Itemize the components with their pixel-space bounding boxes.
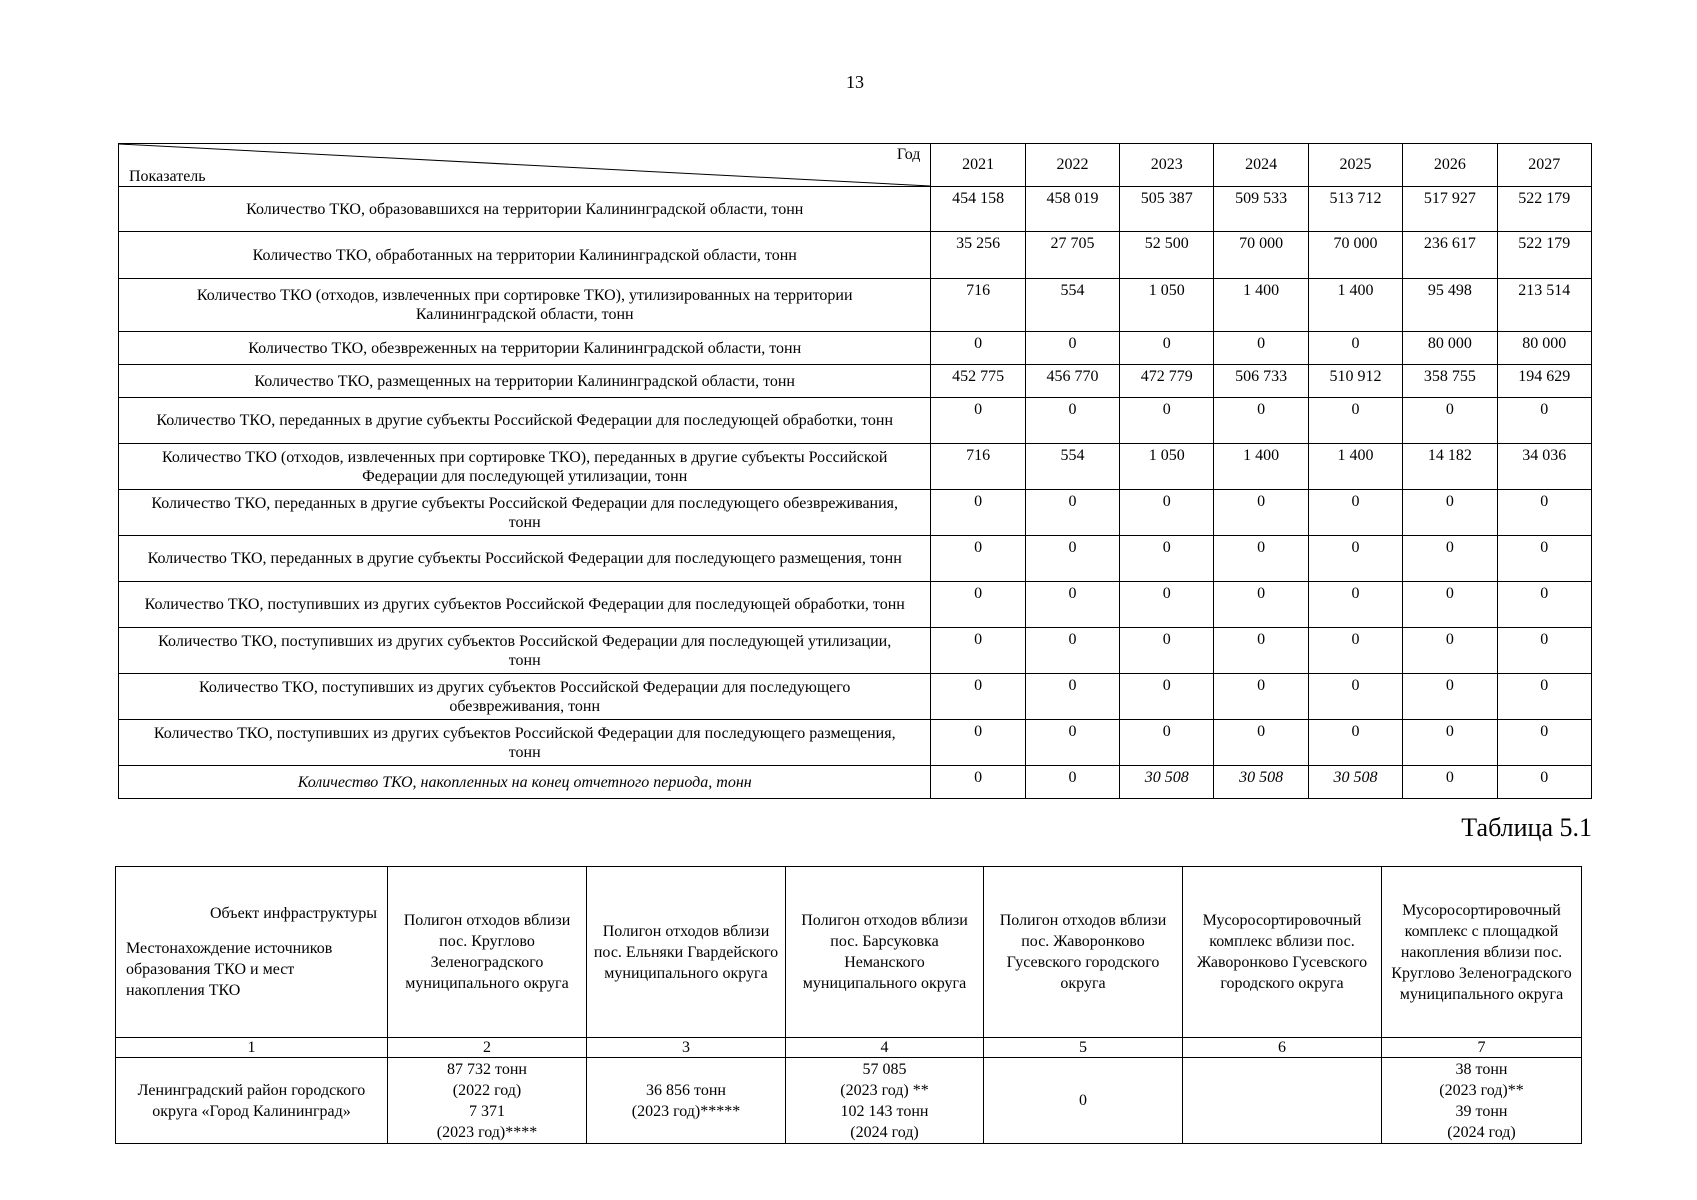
facility-value-cell bbox=[388, 1058, 587, 1144]
value-cell: 1 050 bbox=[1120, 279, 1214, 332]
value-cell: 0 bbox=[931, 720, 1025, 766]
column-number: 3 bbox=[587, 1038, 786, 1058]
value-cell: 0 bbox=[1120, 398, 1214, 444]
column-number: 1 bbox=[116, 1038, 388, 1058]
value-line: (2023 год)**** bbox=[436, 1123, 538, 1141]
value-line: 38 тонн bbox=[1455, 1060, 1508, 1078]
value-cell: 554 bbox=[1025, 279, 1119, 332]
indicator-label: Количество ТКО, накопленных на конец отчетного периода, тонн bbox=[119, 766, 931, 799]
value-cell: 1 400 bbox=[1308, 444, 1402, 490]
value-cell: 0 bbox=[1214, 628, 1308, 674]
table-row bbox=[119, 582, 1592, 628]
facility-header: Полигон отходов вблизи пос. Круглово Зеленоградского муниципального округа bbox=[388, 867, 587, 1038]
value-cell: 0 bbox=[1403, 628, 1497, 674]
column-number: 5 bbox=[984, 1038, 1183, 1058]
facility-value-cell bbox=[786, 1058, 984, 1144]
value-cell: 0 bbox=[1403, 766, 1497, 799]
value-cell: 30 508 bbox=[1308, 766, 1402, 799]
indicator-label: Количество ТКО, поступивших из других субъектов Российской Федерации для последующего обезвреживания, тонн bbox=[119, 674, 931, 720]
value-cell: 0 bbox=[1120, 720, 1214, 766]
value-cell: 0 bbox=[1214, 582, 1308, 628]
value-line: 36 856 тонн bbox=[646, 1081, 726, 1099]
value-cell: 506 733 bbox=[1214, 365, 1308, 398]
indicator-label: Количество ТКО, размещенных на территории Калининградской области, тонн bbox=[119, 365, 931, 398]
page-number: 13 bbox=[846, 72, 864, 92]
location-header-label: Местонахождение источников образования ТКО и мест накопления ТКО bbox=[126, 940, 333, 999]
value-cell: 0 bbox=[1120, 674, 1214, 720]
value-cell: 0 bbox=[1025, 582, 1119, 628]
indicator-label: Количество ТКО, поступивших из других субъектов Российской Федерации для последующей утилизации, тонн bbox=[119, 628, 931, 674]
value-cell: 0 bbox=[931, 582, 1025, 628]
facility-header: Мусоросортировочный комплекс с площадкой накопления вблизи пос. Круглово Зеленоградского муниципального округа bbox=[1382, 867, 1582, 1038]
value-cell: 0 bbox=[1025, 674, 1119, 720]
value-cell: 1 400 bbox=[1214, 444, 1308, 490]
value-line: (2023 год) ** bbox=[840, 1081, 929, 1099]
value-cell: 0 bbox=[1308, 490, 1402, 536]
column-number: 7 bbox=[1382, 1038, 1582, 1058]
value-cell: 0 bbox=[1025, 332, 1119, 365]
diagonal-divider bbox=[119, 144, 930, 186]
column-number: 4 bbox=[786, 1038, 984, 1058]
value-cell: 0 bbox=[1308, 332, 1402, 365]
tko-balance-table bbox=[118, 143, 1592, 799]
value-cell: 0 bbox=[1308, 536, 1402, 582]
value-cell: 0 bbox=[1308, 628, 1402, 674]
value-cell: 0 bbox=[1214, 674, 1308, 720]
value-cell: 30 508 bbox=[1120, 766, 1214, 799]
facility-value-cell bbox=[587, 1058, 786, 1144]
table-row bbox=[119, 674, 1592, 720]
value-line: (2023 год)***** bbox=[631, 1102, 741, 1120]
value-cell: 0 bbox=[1403, 536, 1497, 582]
table-row bbox=[119, 490, 1592, 536]
value-cell: 0 bbox=[1025, 628, 1119, 674]
value-cell: 80 000 bbox=[1497, 332, 1591, 365]
value-cell: 0 bbox=[1214, 332, 1308, 365]
table-row bbox=[119, 232, 1592, 279]
value-cell: 358 755 bbox=[1403, 365, 1497, 398]
table1-header-row bbox=[119, 144, 1592, 187]
value-line: 7 371 bbox=[469, 1102, 505, 1120]
value-cell: 236 617 bbox=[1403, 232, 1497, 279]
value-cell: 27 705 bbox=[1025, 232, 1119, 279]
value-cell: 716 bbox=[931, 444, 1025, 490]
value-cell: 213 514 bbox=[1497, 279, 1591, 332]
year-header: 2026 bbox=[1403, 144, 1497, 187]
table-row bbox=[119, 444, 1592, 490]
indicator-label: Количество ТКО, переданных в другие субъекты Российской Федерации для последующего обезвреживания, тонн bbox=[119, 490, 931, 536]
value-cell: 0 bbox=[1497, 536, 1591, 582]
value-cell: 0 bbox=[1120, 332, 1214, 365]
table-row bbox=[119, 365, 1592, 398]
value-cell: 0 bbox=[931, 536, 1025, 582]
value-cell: 0 bbox=[1497, 628, 1591, 674]
infrastructure-table bbox=[115, 866, 1582, 1144]
value-cell: 0 bbox=[1120, 582, 1214, 628]
value-cell: 0 bbox=[1497, 674, 1591, 720]
table2-corner-cell bbox=[116, 867, 388, 1038]
value-cell: 0 bbox=[1497, 398, 1591, 444]
indicator-header-label: Показатель bbox=[129, 168, 206, 185]
value-line: (2022 год) bbox=[452, 1081, 522, 1099]
indicator-label: Количество ТКО (отходов, извлеченных при сортировке ТКО), переданных в другие субъекты Российской Федерации для последующей утилизации, тонн bbox=[119, 444, 931, 490]
value-cell: 0 bbox=[1214, 398, 1308, 444]
value-cell: 0 bbox=[1120, 628, 1214, 674]
value-cell: 472 779 bbox=[1120, 365, 1214, 398]
value-cell: 0 bbox=[1025, 766, 1119, 799]
value-cell: 0 bbox=[1403, 674, 1497, 720]
year-header: 2024 bbox=[1214, 144, 1308, 187]
value-cell: 0 bbox=[1120, 490, 1214, 536]
value-line: 0 bbox=[1079, 1092, 1087, 1109]
value-cell: 517 927 bbox=[1403, 187, 1497, 232]
column-number: 2 bbox=[388, 1038, 587, 1058]
value-cell: 95 498 bbox=[1403, 279, 1497, 332]
table-row bbox=[119, 332, 1592, 365]
value-cell: 194 629 bbox=[1497, 365, 1591, 398]
value-cell: 30 508 bbox=[1214, 766, 1308, 799]
column-number: 6 bbox=[1183, 1038, 1382, 1058]
value-cell: 0 bbox=[1025, 398, 1119, 444]
value-cell: 0 bbox=[1403, 720, 1497, 766]
value-cell: 513 712 bbox=[1308, 187, 1402, 232]
value-cell: 0 bbox=[1214, 720, 1308, 766]
value-line: 57 085 bbox=[862, 1060, 907, 1078]
value-cell: 0 bbox=[1308, 674, 1402, 720]
value-cell: 0 bbox=[931, 628, 1025, 674]
value-line: 87 732 тонн bbox=[447, 1060, 527, 1078]
object-header-label: Объект инфраструктуры bbox=[210, 905, 377, 922]
table-row bbox=[119, 628, 1592, 674]
value-line: (2024 год) bbox=[1447, 1123, 1516, 1141]
value-cell: 1 050 bbox=[1120, 444, 1214, 490]
value-cell: 0 bbox=[931, 332, 1025, 365]
indicator-label: Количество ТКО, обработанных на территории Калининградской области, тонн bbox=[119, 232, 931, 279]
value-cell: 70 000 bbox=[1214, 232, 1308, 279]
table-title: Таблица 5.1 bbox=[1461, 813, 1592, 842]
table-row bbox=[119, 766, 1592, 799]
location-cell: Ленинградский район городского округа «Город Калининград» bbox=[116, 1058, 388, 1144]
value-cell: 0 bbox=[1214, 536, 1308, 582]
value-cell: 0 bbox=[1025, 720, 1119, 766]
value-cell: 1 400 bbox=[1214, 279, 1308, 332]
facility-header: Полигон отходов вблизи пос. Ельняки Гвардейского муниципального округа bbox=[587, 867, 786, 1038]
value-cell: 522 179 bbox=[1497, 232, 1591, 279]
value-cell: 0 bbox=[1403, 398, 1497, 444]
value-cell: 35 256 bbox=[931, 232, 1025, 279]
facility-header: Мусоросортировочный комплекс вблизи пос. Жаворонково Гусевского городского округа bbox=[1183, 867, 1382, 1038]
value-cell: 14 182 bbox=[1403, 444, 1497, 490]
value-cell: 0 bbox=[1403, 582, 1497, 628]
table-row bbox=[116, 1058, 1582, 1144]
value-cell: 522 179 bbox=[1497, 187, 1591, 232]
value-cell: 0 bbox=[1025, 490, 1119, 536]
facility-header: Полигон отходов вблизи пос. Барсуковка Неманского муниципального округа bbox=[786, 867, 984, 1038]
value-cell: 1 400 bbox=[1308, 279, 1402, 332]
value-cell: 0 bbox=[1497, 720, 1591, 766]
table-row bbox=[119, 187, 1592, 232]
value-cell: 0 bbox=[1403, 490, 1497, 536]
value-cell: 716 bbox=[931, 279, 1025, 332]
value-cell: 0 bbox=[1308, 398, 1402, 444]
table1-corner-cell bbox=[119, 144, 931, 187]
value-cell: 34 036 bbox=[1497, 444, 1591, 490]
value-cell: 509 533 bbox=[1214, 187, 1308, 232]
facility-value-cell bbox=[984, 1058, 1183, 1144]
value-cell: 70 000 bbox=[1308, 232, 1402, 279]
year-header: 2023 bbox=[1120, 144, 1214, 187]
year-header: 2025 bbox=[1308, 144, 1402, 187]
value-cell: 0 bbox=[931, 398, 1025, 444]
value-cell: 0 bbox=[931, 766, 1025, 799]
value-cell: 510 912 bbox=[1308, 365, 1402, 398]
value-line: (2023 год)** bbox=[1439, 1081, 1524, 1099]
value-cell: 0 bbox=[931, 674, 1025, 720]
indicator-label: Количество ТКО, поступивших из других субъектов Российской Федерации для последующего размещения, тонн bbox=[119, 720, 931, 766]
value-cell: 0 bbox=[1497, 582, 1591, 628]
year-header-label: Год bbox=[896, 146, 921, 163]
value-cell: 456 770 bbox=[1025, 365, 1119, 398]
value-cell: 0 bbox=[1214, 490, 1308, 536]
value-cell: 52 500 bbox=[1120, 232, 1214, 279]
facility-header: Полигон отходов вблизи пос. Жаворонково Гусевского городского округа bbox=[984, 867, 1183, 1038]
year-header: 2022 bbox=[1025, 144, 1119, 187]
year-header: 2027 bbox=[1497, 144, 1591, 187]
table-row bbox=[119, 398, 1592, 444]
indicator-label: Количество ТКО, переданных в другие субъекты Российской Федерации для последующего размещения, тонн bbox=[119, 536, 931, 582]
value-cell: 0 bbox=[1308, 720, 1402, 766]
table-row bbox=[119, 720, 1592, 766]
value-line: 102 143 тонн bbox=[840, 1102, 929, 1120]
table-row bbox=[119, 536, 1592, 582]
value-cell: 554 bbox=[1025, 444, 1119, 490]
value-cell: 452 775 bbox=[931, 365, 1025, 398]
table-row bbox=[119, 279, 1592, 332]
value-cell: 458 019 bbox=[1025, 187, 1119, 232]
indicator-label: Количество ТКО, образовавшихся на территории Калининградской области, тонн bbox=[119, 187, 931, 232]
value-cell: 0 bbox=[1025, 536, 1119, 582]
indicator-label: Количество ТКО, поступивших из других субъектов Российской Федерации для последующей обработки, тонн bbox=[119, 582, 931, 628]
value-cell: 0 bbox=[1497, 490, 1591, 536]
value-cell: 0 bbox=[931, 490, 1025, 536]
facility-value-cell bbox=[1183, 1058, 1382, 1144]
facility-value-cell bbox=[1382, 1058, 1582, 1144]
value-cell: 0 bbox=[1308, 582, 1402, 628]
value-line: 39 тонн bbox=[1455, 1102, 1508, 1120]
year-header: 2021 bbox=[931, 144, 1025, 187]
value-line: (2024 год) bbox=[850, 1123, 919, 1141]
value-cell: 80 000 bbox=[1403, 332, 1497, 365]
value-cell: 454 158 bbox=[931, 187, 1025, 232]
column-number-row bbox=[116, 1038, 1582, 1058]
indicator-label: Количество ТКО, переданных в другие субъекты Российской Федерации для последующей обработки, тонн bbox=[119, 398, 931, 444]
indicator-label: Количество ТКО (отходов, извлеченных при сортировке ТКО), утилизированных на территории Калининградской области, тонн bbox=[119, 279, 931, 332]
value-cell: 0 bbox=[1497, 766, 1591, 799]
indicator-label: Количество ТКО, обезвреженных на территории Калининградской области, тонн bbox=[119, 332, 931, 365]
value-cell: 0 bbox=[1120, 536, 1214, 582]
table2-header-row bbox=[116, 867, 1582, 1038]
value-cell: 505 387 bbox=[1120, 187, 1214, 232]
